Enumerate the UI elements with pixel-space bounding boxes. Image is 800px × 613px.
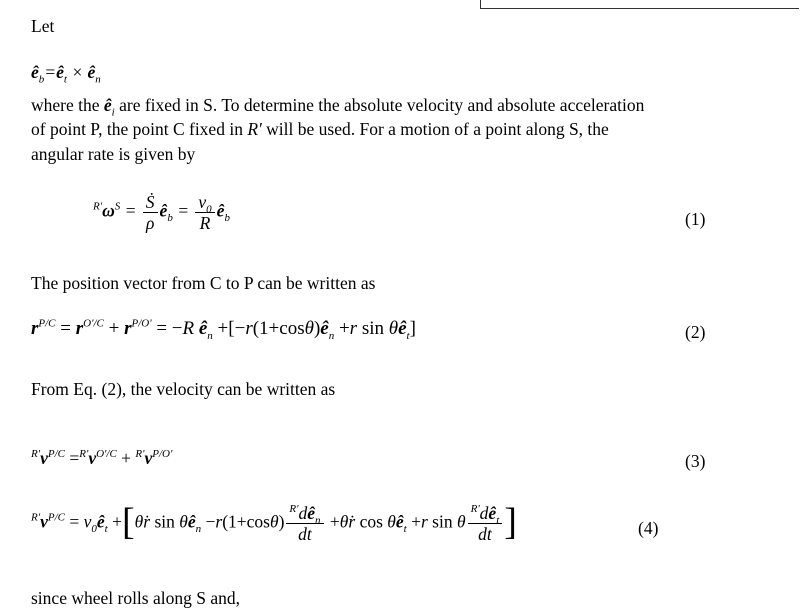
paragraph-line-3: angular rate is given by: [31, 144, 196, 164]
heading-let: Let: [31, 16, 55, 36]
equation-4-number: (4): [638, 518, 659, 538]
paragraph-position-vector: The position vector from C to P can be written as: [31, 273, 376, 293]
paragraph-velocity: From Eq. (2), the velocity can be written as: [31, 379, 336, 399]
equation-4: $^{R'}v^{P/C}$ = $v_0ê_t$ +[θ̇r $\sin \theta ê_n -r(1+\cos\theta)$ $\frac{^{R'}dê_n}{dt}$ +θ̇r $\cos \theta ê_t +r$ sin θ $\frac{^{R'}dê_t}{dt}$ ]: [31, 500, 517, 544]
equation-2: $r^{P/C} = r^{O'/C} + r^{P/O'} = -R$ $ê_n$ $+[-r(1+\cos\theta)ê_n +r$ $\sin \theta ê_t$]: [31, 317, 416, 342]
paragraph-line-2: of point P, the point C fixed in R' will be used. For a motion of a point along S, the: [31, 119, 609, 139]
equation-1-number: (1): [685, 209, 706, 229]
equation-1: $^{R'}\omega^S$ = $\frac{\text{Ṡ}}{\rho}$ $ê_b$ = $\frac{v_0}{R}$ $ê_b$: [93, 192, 230, 233]
paragraph-rolls: since wheel rolls along S and,: [31, 588, 240, 608]
equation-2-number: (2): [685, 322, 706, 342]
definition-equation: $ê_b=ê_t$ × $ê_n$: [31, 62, 101, 86]
equation-3: $^{R'}v^{P/C} =^{R'}v^{O'/C} + ^{R'}v^{P/O'}$: [31, 448, 173, 468]
paragraph-line-1: where the $ê_i$ are fixed in S. To determine the absolute velocity and absolute acceleration: [31, 95, 645, 119]
equation-3-number: (3): [685, 451, 706, 471]
figure-frame-edge: [480, 0, 799, 9]
